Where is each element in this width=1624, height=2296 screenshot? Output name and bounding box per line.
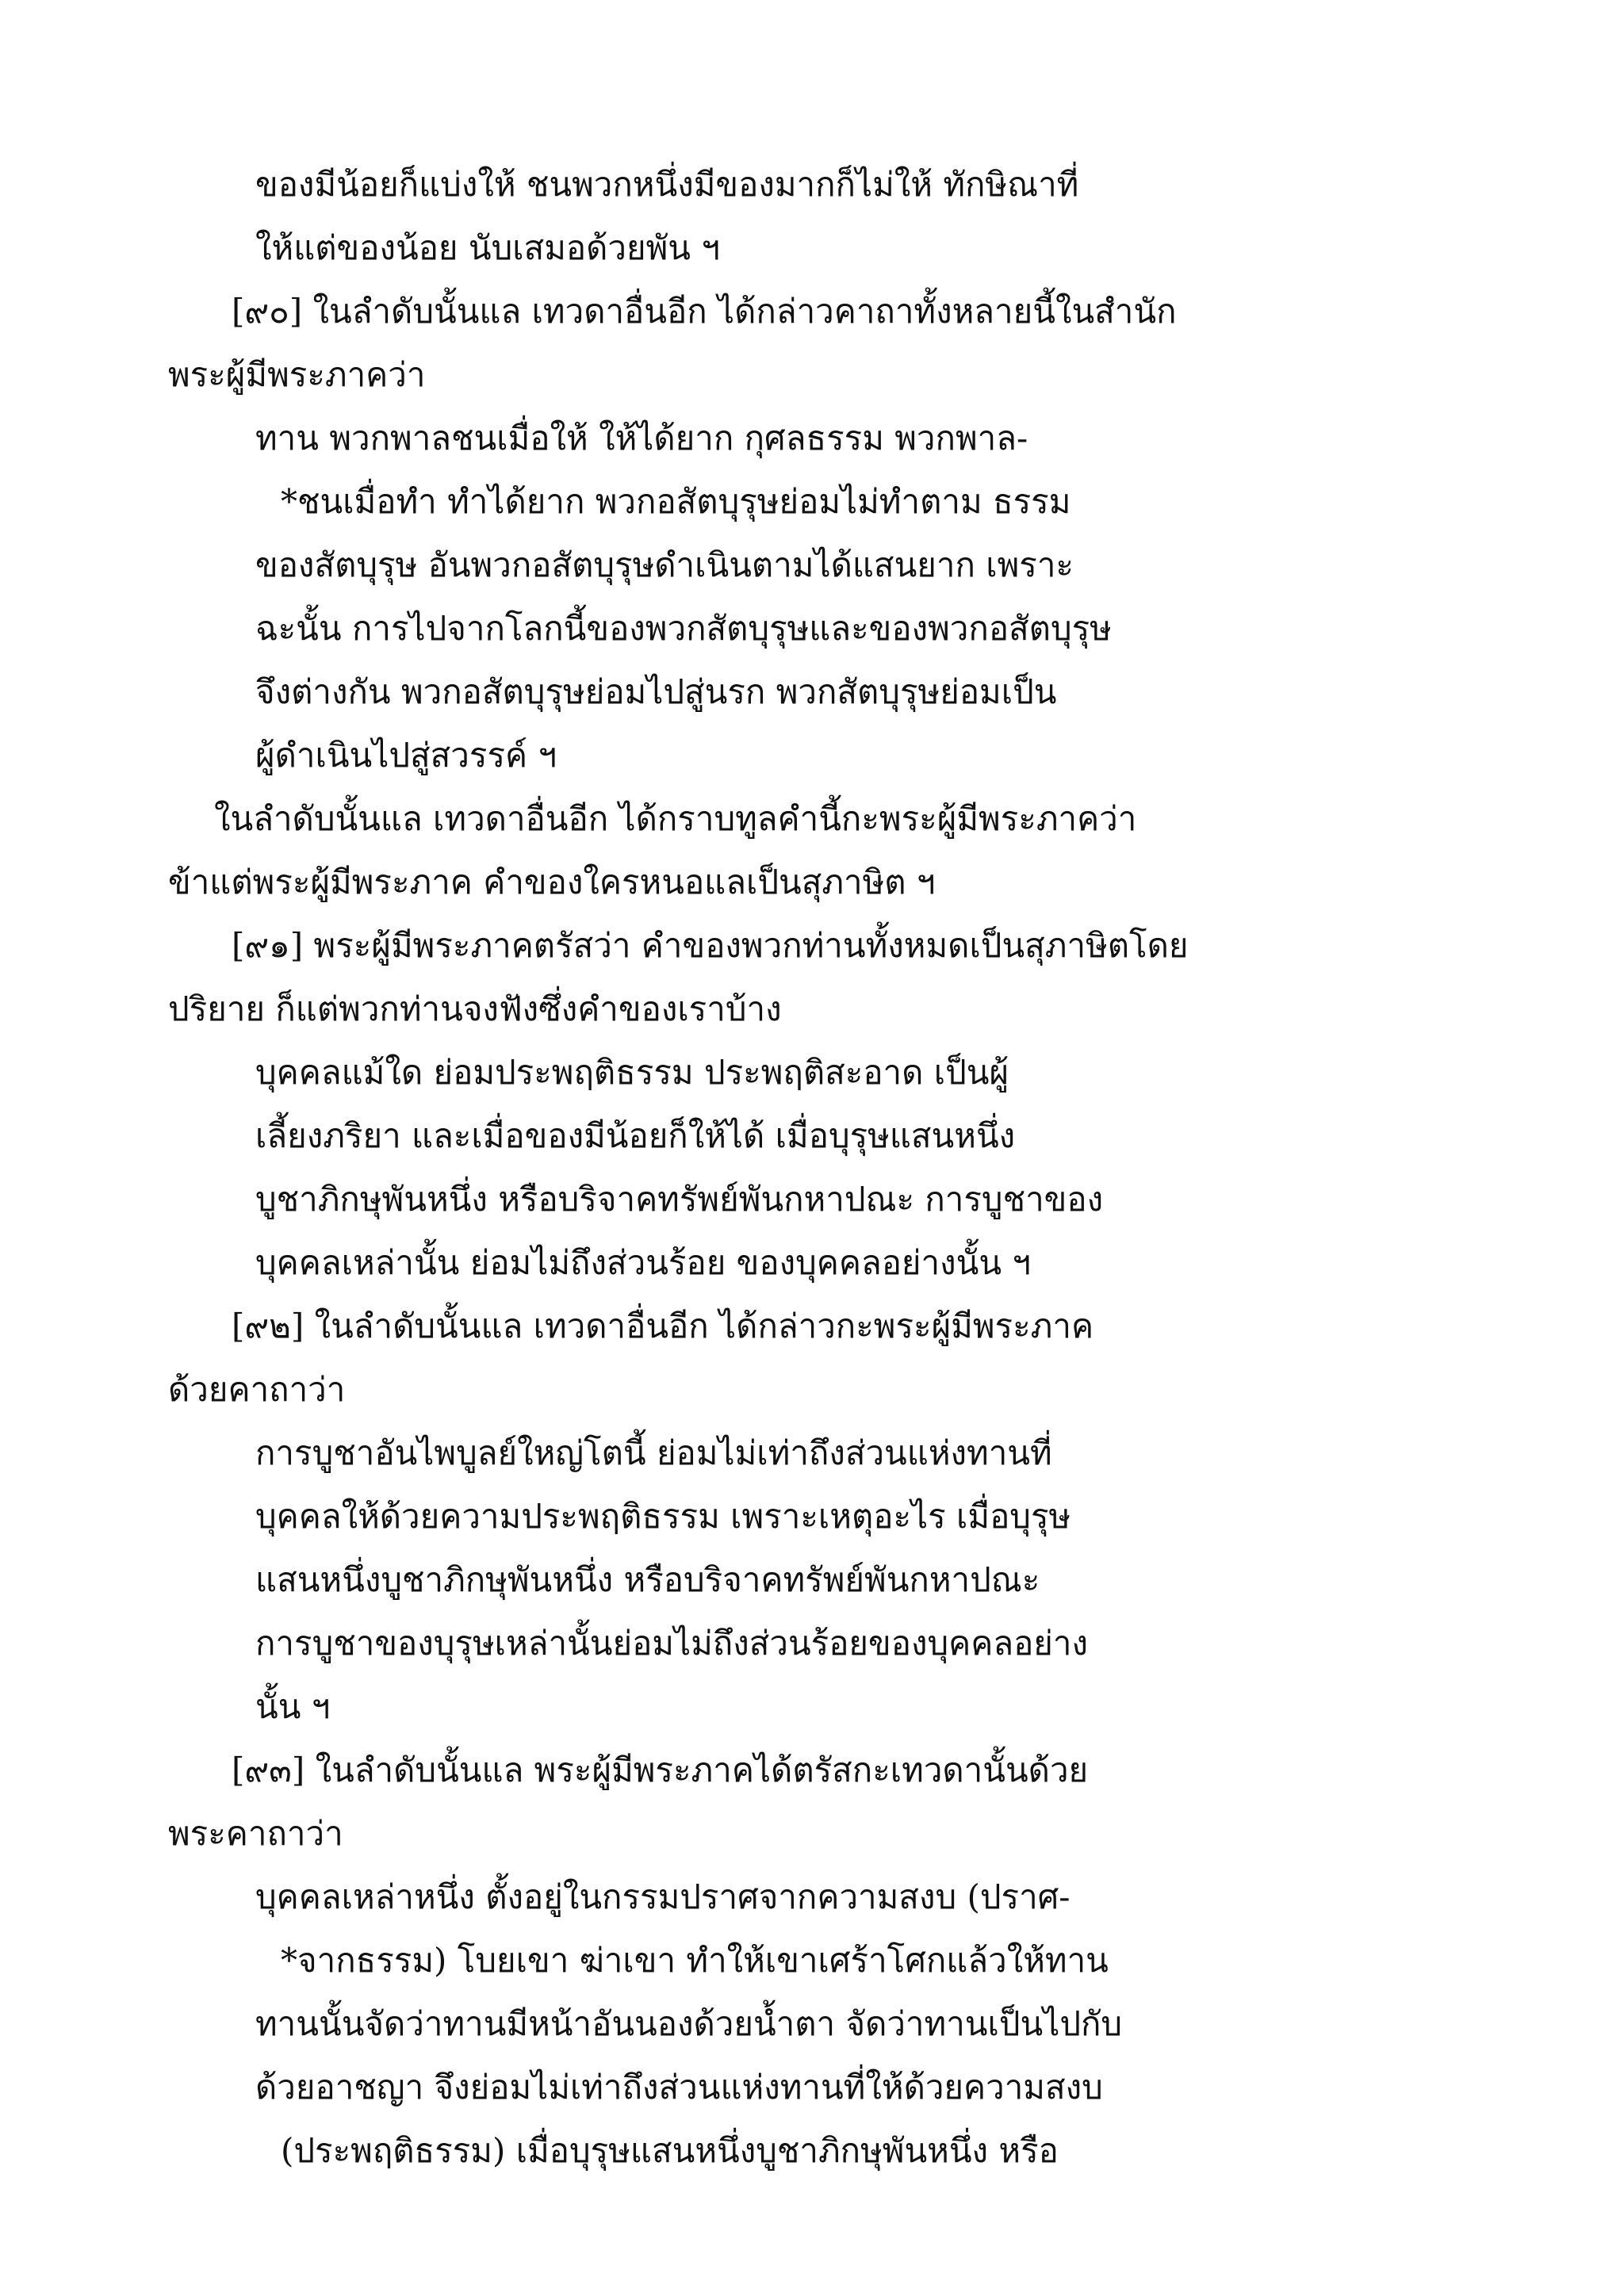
text-line: ให้แต่ของน้อย นับเสมอด้วยพัน ฯ [255,228,720,267]
paragraph-92-start: [๙๒] ในลำดับนั้นแล เทวดาอื่นอีก ได้กล่าวกะพระผู้มีพระภาค [232,1307,1094,1345]
text-line: ปริยาย ก็แต่พวกท่านจงฟังซึ่งคำของเราบ้าง [168,989,782,1028]
text-line: ในลำดับนั้นแล เทวดาอื่นอีก ได้กราบทูลคำนี้กะพระผู้มีพระภาคว่า [214,799,1137,838]
text-line: ข้าแต่พระผู้มีพระภาค คำของใครหนอแลเป็นสุภาษิต ฯ [168,863,936,901]
verse-line: บูชาภิกษุพันหนึ่ง หรือบริจาคทรัพย์พันกหาปณะ การบูชาของ [255,1180,1104,1219]
verse-line: จึงต่างกัน พวกอสัตบุรุษย่อมไปสู่นรก พวกสัตบุรุษย่อมเป็น [255,672,1057,711]
text-line: พระคาถาว่า [168,1814,343,1853]
text-line: พระผู้มีพระภาคว่า [168,355,426,394]
verse-line: บุคคลให้ด้วยความประพฤติธรรม เพราะเหตุอะไร เมื่อบุรุษ [255,1497,1071,1536]
verse-line: *จากธรรม) โบยเขา ฆ่าเขา ทำให้เขาเศร้าโศกแล้วให้ทาน [281,1941,1109,1980]
verse-line: (ประพฤติธรรม) เมื่อบุรุษแสนหนึ่งบูชาภิกษุพันหนึ่ง หรือ [281,2131,1059,2170]
text-line: ด้วยคาถาว่า [168,1370,346,1409]
verse-line: เลี้ยงภริยา และเมื่อของมีน้อยก็ให้ได้ เมื่อบุรุษแสนหนึ่ง [255,1116,1016,1155]
paragraph-90-start: [๙๐] ในลำดับนั้นแล เทวดาอื่นอีก ได้กล่าวคาถาทั้งหลายนี้ในสำนัก [232,292,1177,331]
verse-line: การบูชาอันไพบูลย์ใหญ่โตนี้ ย่อมไม่เท่าถึงส่วนแห่งทานที่ [255,1433,1052,1472]
verse-line: ด้วยอาชญา จึงย่อมไม่เท่าถึงส่วนแห่งทานที่ให้ด้วยความสงบ [255,2068,1103,2107]
verse-line: บุคคลแม้ใด ย่อมประพฤติธรรม ประพฤติสะอาด เป็นผู้ [255,1053,1009,1092]
verse-line: ทานนั้นจัดว่าทานมีหน้าอันนองด้วยน้ำตา จัดว่าทานเป็นไปกับ [255,2004,1123,2043]
verse-line: การบูชาของบุรุษเหล่านั้นย่อมไม่ถึงส่วนร้อยของบุคคลอย่าง [255,1624,1088,1663]
verse-line: บุคคลเหล่าหนึ่ง ตั้งอยู่ในกรรมปราศจากความสงบ (ปราศ- [255,1877,1071,1916]
verse-line: *ชนเมื่อทำ ทำได้ยาก พวกอสัตบุรุษย่อมไม่ทำตาม ธรรม [281,482,1071,521]
verse-line: ของสัตบุรุษ อันพวกอสัตบุรุษดำเนินตามได้แสนยาก เพราะ [255,545,1074,584]
verse-line: แสนหนึ่งบูชาภิกษุพันหนึ่ง หรือบริจาคทรัพย์พันกหาปณะ [255,1560,1040,1599]
verse-line: ผู้ดำเนินไปสู่สวรรค์ ฯ [255,736,557,775]
text-line: ของมีน้อยก็แบ่งให้ ชนพวกหนึ่งมีของมากก็ไม่ให้ ทักษิณาที่ [255,165,1079,204]
paragraph-91-start: [๙๑] พระผู้มีพระภาคตรัสว่า คำของพวกท่านทั้งหมดเป็นสุภาษิตโดย [232,926,1189,965]
verse-line: ฉะนั้น การไปจากโลกนี้ของพวกสัตบุรุษและของพวกอสัตบุรุษ [255,609,1112,648]
verse-line: นั้น ฯ [255,1687,331,1726]
paragraph-93-start: [๙๓] ในลำดับนั้นแล พระผู้มีพระภาคได้ตรัสกะเทวดานั้นด้วย [232,1751,1089,1789]
verse-line: บุคคลเหล่านั้น ย่อมไม่ถึงส่วนร้อย ของบุคคลอย่างนั้น ฯ [255,1243,1031,1282]
verse-line: ทาน พวกพาลชนเมื่อให้ ให้ได้ยาก กุศลธรรม พวกพาล- [255,419,1028,457]
